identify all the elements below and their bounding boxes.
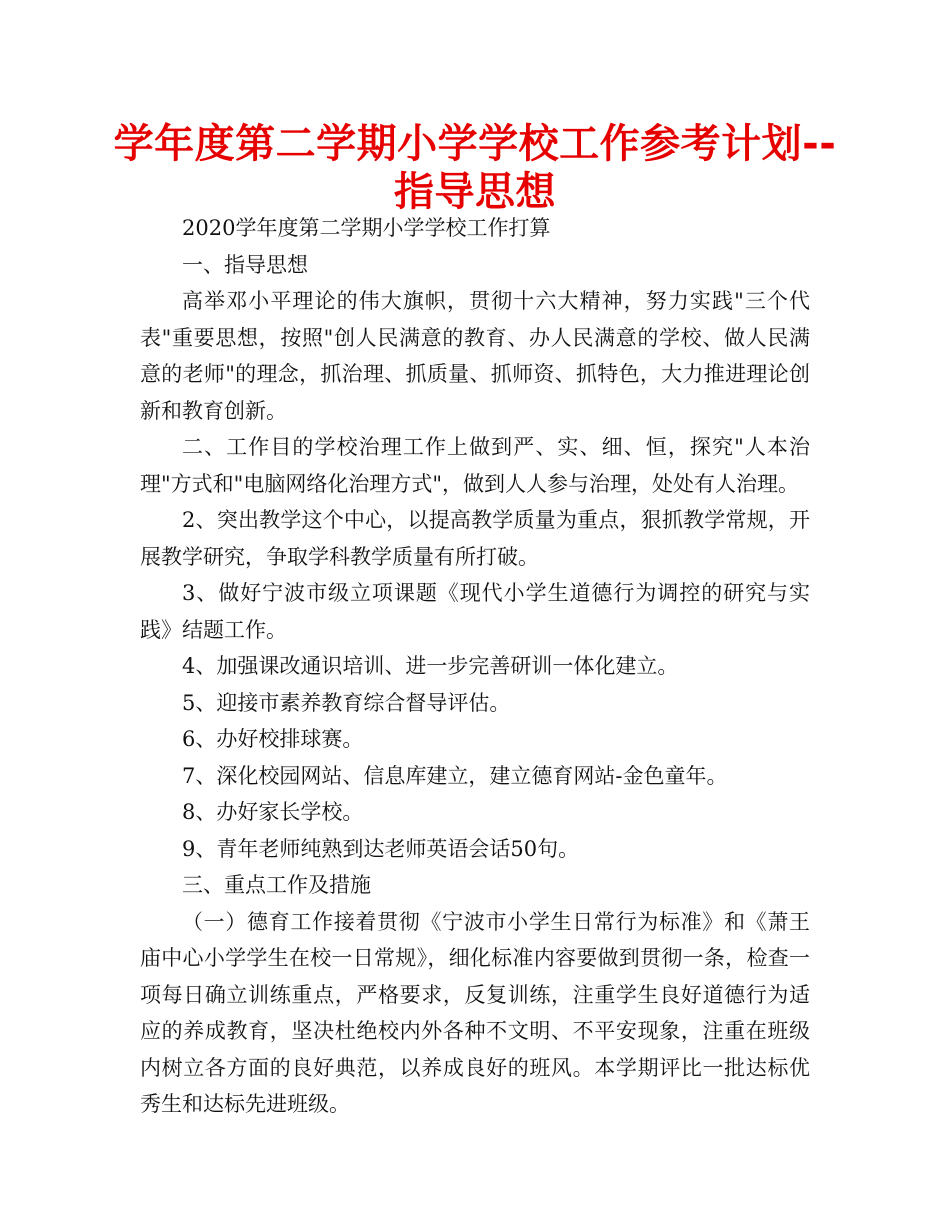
paragraph-goal-4: 4、加强课改通识培训、进一步完善研训一体化建立。 — [182, 654, 679, 678]
paragraph-goal-5: 5、迎接市素养教育综合督导评估。 — [182, 690, 511, 715]
paragraph-plan-title: 2020学年度第二学期小学学校工作打算 — [182, 216, 551, 240]
paragraph-ideology: 高举邓小平理论的伟大旗帜，贯彻十六大精神，努力实践"三个代表"重要思想，按照"创人民满意的教育、办人民满意的学校、做人民满意的老师"的理念，抓治理、抓质量、抓师资、抓特色，大力推进理论创新和教育创新。 — [140, 289, 810, 423]
heading-key-work: 三、重点工作及措施 — [182, 873, 371, 897]
title-line-1: 学年度第二学期小学学校工作参考计划-- — [113, 121, 837, 167]
paragraph-goal-7: 7、深化校园网站、信息库建立，建立德育网站-金色童年。 — [182, 763, 728, 788]
heading-guiding-ideology: 一、指导思想 — [182, 252, 308, 277]
paragraph-goal-9: 9、青年老师纯熟到达老师英语会话50句。 — [182, 836, 580, 861]
document-body — [140, 210, 810, 1123]
document-title — [100, 120, 850, 216]
paragraph-moral-education: （一）德育工作接着贯彻《宁波市小学生日常行为标准》和《萧王庙中心小学学生在校一日常规》，细化标准内容要做到贯彻一条，检查一项每日确立训练重点，严格要求，反复训练，注重学生良好道德行为适应的养成教育，坚决杜绝校内外各种不文明、不平安现象，注重在班级内树立各方面的良好典范，以养成良好的班风。本学期评比一批达标优秀生和达标先进班级。 — [140, 909, 810, 1116]
paragraph-goal-3: 3、做好宁波市级立项课题《现代小学生道德行为调控的研究与实践》结题工作。 — [140, 581, 810, 642]
paragraph-goal-6: 6、办好校排球赛。 — [182, 727, 364, 751]
paragraph-goal-2: 2、突出教学这个中心，以提高教学质量为重点，狠抓教学常规，开展教学研究，争取学科教学质量有所打破。 — [140, 508, 810, 569]
paragraph-goal-8: 8、办好家长学校。 — [182, 800, 364, 824]
paragraph-goal-1: 二、工作目的学校治理工作上做到严、实、细、恒，探究"人本治理"方式和"电脑网络化治理方式"，做到人人参与治理，处处有人治理。 — [140, 435, 810, 496]
title-line-2: 指导思想 — [394, 169, 556, 215]
